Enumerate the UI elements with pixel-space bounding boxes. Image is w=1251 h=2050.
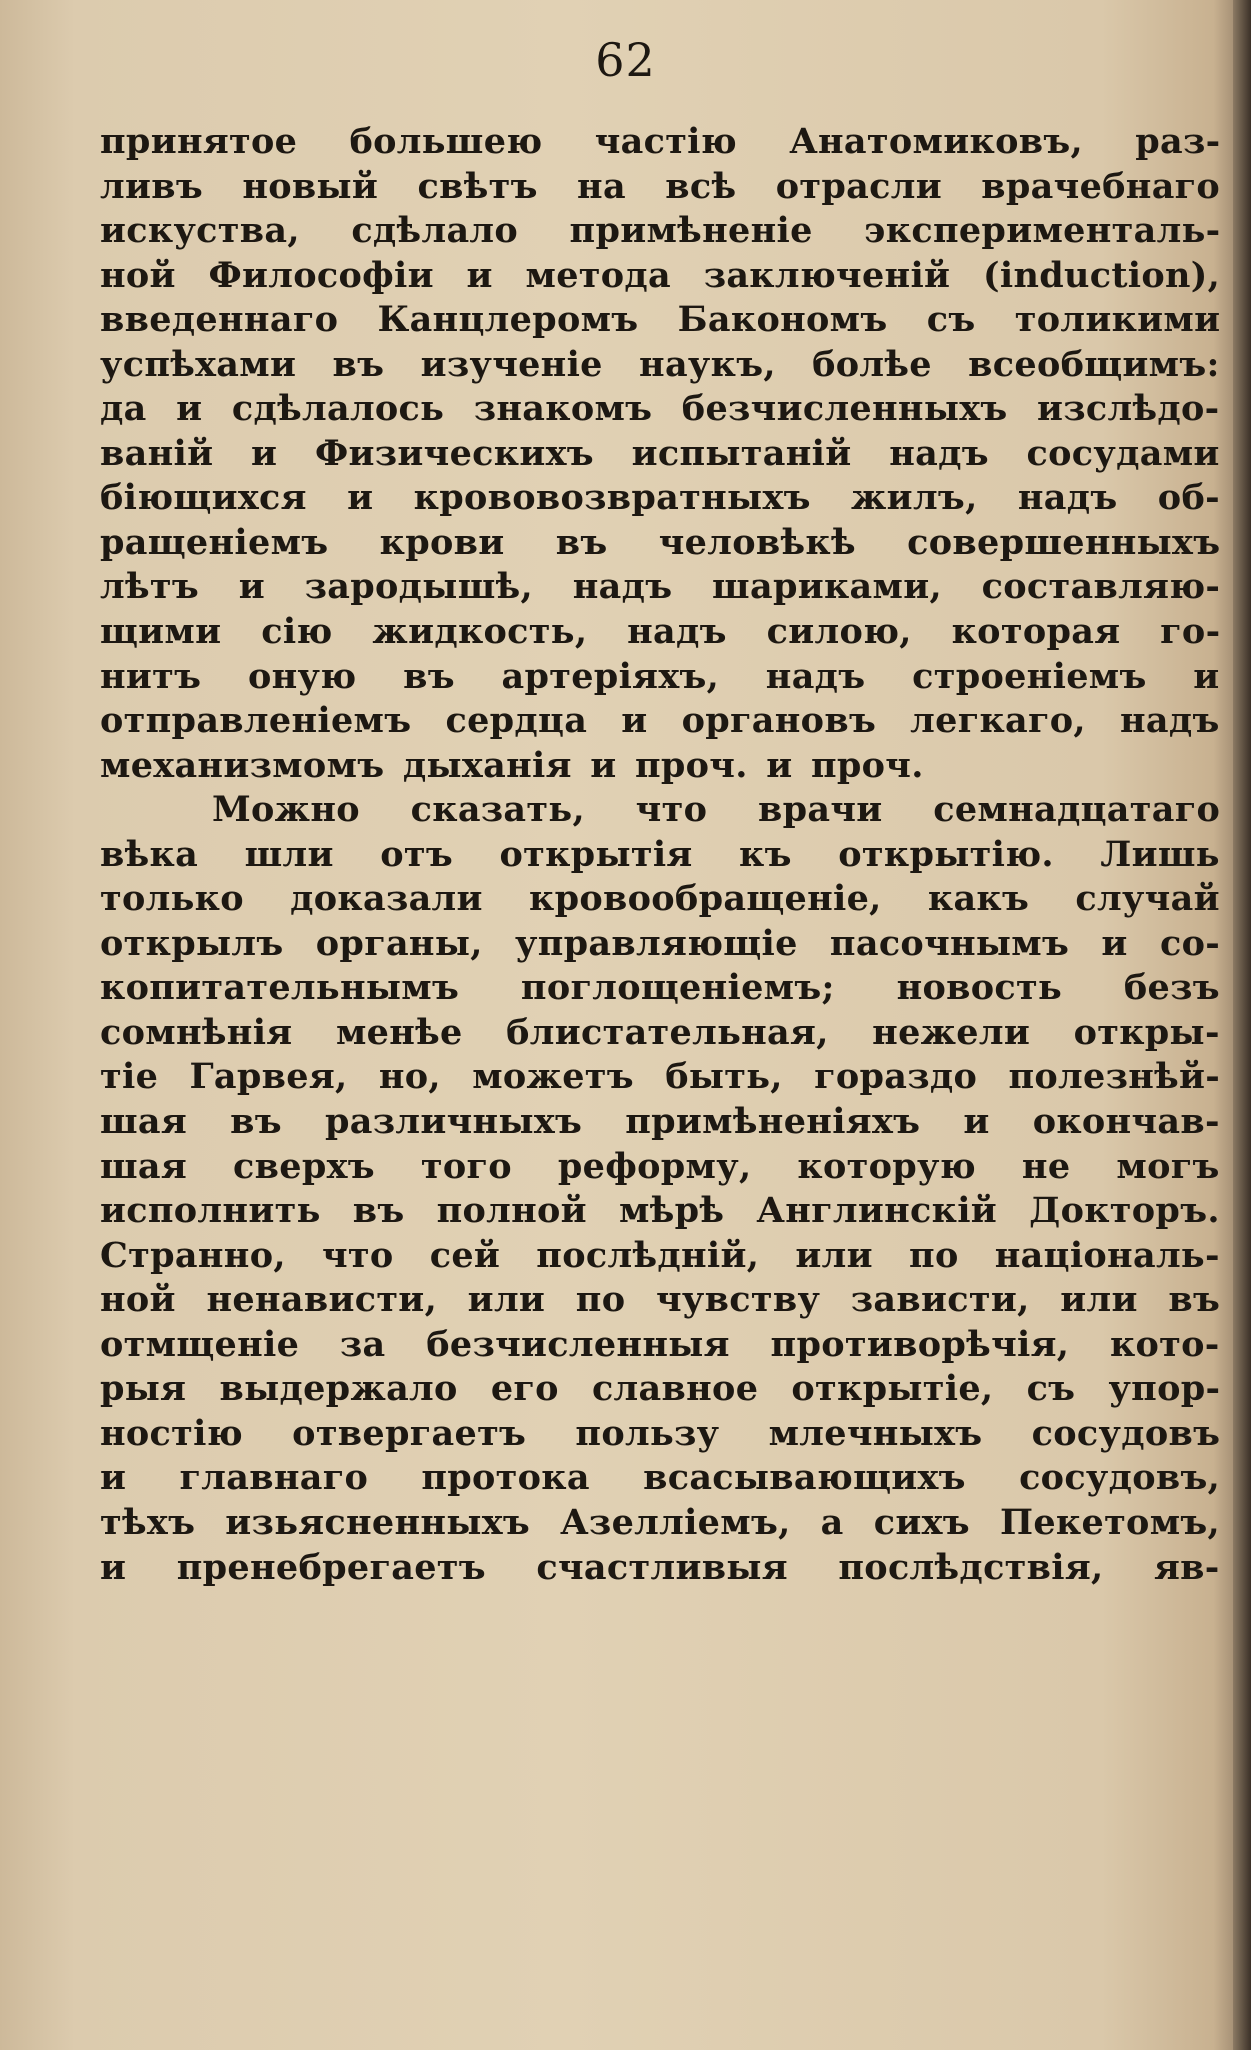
text-line: тіе Гарвея, но, можетъ быть, гораздо полезнѣй- <box>100 1056 1221 1098</box>
paragraph-end-line: механизмомъ дыханія и проч. и проч. <box>100 744 924 786</box>
text-line: ной ненависти, или по чувству зависти, или въ <box>100 1279 1221 1321</box>
text-line: шая сверхъ того реформу, которую не могъ <box>100 1145 1220 1187</box>
text-line: вѣка шли отъ открытія къ открытію. Лишь <box>100 833 1220 875</box>
text-line: біющихся и крововозвратныхъ жилъ, надъ об- <box>100 477 1220 519</box>
text-line: тѣхъ изьясненныхъ Азелліемъ, а сихъ Пекетомъ, <box>100 1501 1221 1543</box>
text-line: искуства, сдѣлало примѣненіе эксперименталь- <box>100 210 1221 252</box>
text-line: отправленіемъ сердца и органовъ легкаго, надъ <box>100 700 1220 742</box>
text-line: ностію отвергаетъ пользу млечныхъ сосудовъ <box>100 1412 1221 1454</box>
text-line: шая въ различныхъ примѣненіяхъ и окончав- <box>100 1101 1220 1143</box>
text-line: ращеніемъ крови въ человѣкѣ совершенныхъ <box>100 521 1221 563</box>
body-text <box>100 120 1220 1590</box>
text-line: принятое большею частію Анатомиковъ, раз- <box>100 121 1221 162</box>
text-line: Странно, что сей послѣдній, или по національ- <box>100 1234 1220 1276</box>
page-binding-edge <box>1233 0 1251 2050</box>
text-line: ной Философіи и метода заключеній (induction), <box>100 254 1221 296</box>
text-line: и пренебрегаетъ счастливыя послѣдствія, яв- <box>100 1546 1220 1588</box>
text-line: сомнѣнія менѣе блистательная, нежели откры- <box>100 1011 1220 1053</box>
text-line: ваній и Физическихъ испытаній надъ сосудами <box>100 432 1220 474</box>
text-line: отмщеніе за безчисленныя противорѣчія, кото- <box>100 1323 1220 1365</box>
text-line: лѣтъ и зародышѣ, надъ шариками, составляю- <box>100 566 1221 608</box>
text-line: да и сдѣлалось знакомъ безчисленныхъ изслѣдо- <box>100 388 1220 430</box>
text-line: введеннаго Канцлеромъ Бакономъ съ толикими <box>100 299 1221 341</box>
text-line: ливъ новый свѣтъ на всѣ отрасли врачебнаго <box>100 165 1221 207</box>
text-line: и главнаго протока всасывающихъ сосудовъ, <box>100 1457 1221 1499</box>
text-line: нитъ оную въ артеріяхъ, надъ строеніемъ и <box>100 655 1220 697</box>
text-line: успѣхами въ изученіе наукъ, болѣе всеобщимъ: <box>100 343 1220 385</box>
text-line: щими сію жидкость, надъ силою, которая го- <box>100 611 1221 653</box>
page-number: 62 <box>595 33 656 87</box>
text-line: рыя выдержало его славное открытіе, съ упор- <box>100 1368 1221 1410</box>
text-line: исполнить въ полной мѣрѣ Англинскій Докторъ. <box>100 1190 1220 1232</box>
paragraph-start-line: Можно сказать, что врачи семнадцатаго <box>212 789 1221 831</box>
text-line: только доказали кровообращеніе, какъ случай <box>100 878 1220 920</box>
text-line: открылъ органы, управляющіе пасочнымъ и со- <box>100 922 1221 964</box>
text-line: копитательнымъ поглощеніемъ; новость безъ <box>100 967 1220 1009</box>
